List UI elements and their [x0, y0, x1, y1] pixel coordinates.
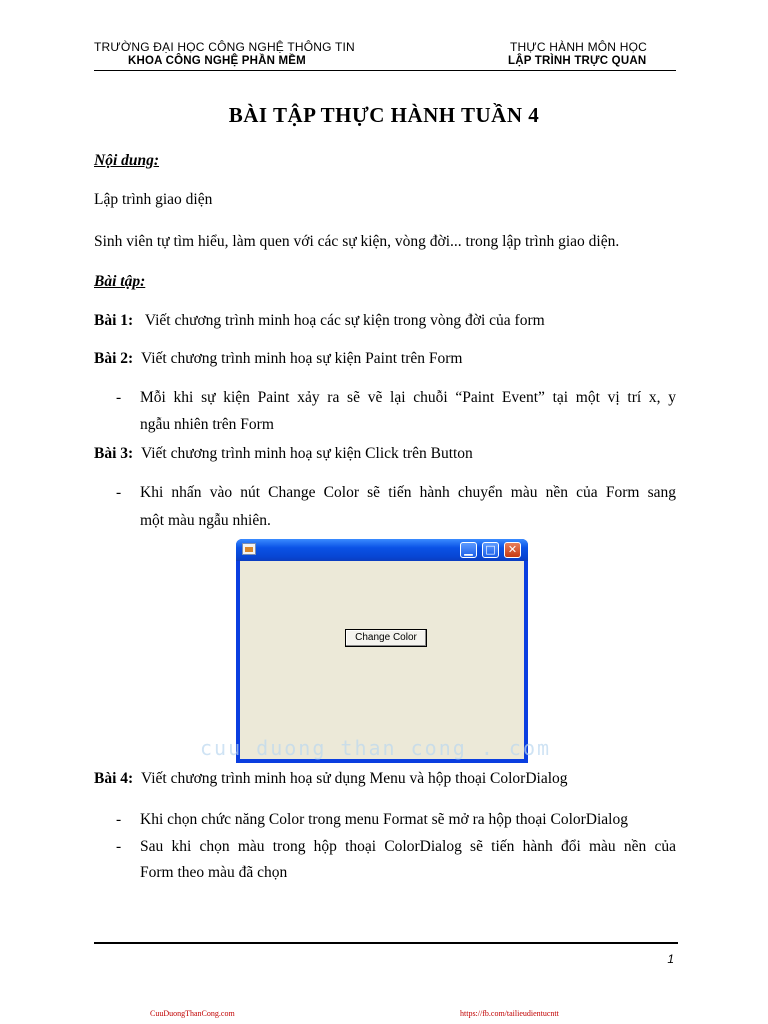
- exercise-1-text: Viết chương trình minh hoạ các sự kiện trong vòng đời của form: [144, 312, 545, 329]
- page-number: 1: [667, 952, 674, 966]
- close-button[interactable]: ✕: [504, 542, 521, 558]
- footer-fb-link[interactable]: https://fb.com/tailieudientucntt: [460, 1009, 559, 1018]
- exercise-3: [94, 445, 473, 463]
- bullet-dash: -: [116, 389, 122, 406]
- header-rule: [94, 70, 676, 71]
- exercise-3-bullet-1: Khi nhấn vào nút Change Color sẽ tiến hành chuyển màu nền của Form sang: [140, 484, 676, 501]
- exercise-4-text: Viết chương trình minh hoạ sử dụng Menu và hộp thoại ColorDialog: [140, 770, 568, 787]
- footer-rule: [94, 942, 678, 944]
- watermark: cuu duong than cong . com: [200, 736, 552, 760]
- header-school: TRƯỜNG ĐẠI HỌC CÔNG NGHỆ THÔNG TIN: [94, 40, 355, 54]
- window-titlebar: [236, 539, 528, 561]
- bullet-dash: -: [116, 838, 122, 855]
- exercise-1-label: Bài 1:: [94, 312, 134, 329]
- section-heading-content: Nội dung:: [94, 152, 160, 169]
- header-course-type: THỰC HÀNH MÔN HỌC: [510, 40, 647, 54]
- exercise-4-bullet-2-cont: Form theo màu đã chọn: [140, 864, 288, 881]
- exercise-4-label: Bài 4:: [94, 770, 134, 787]
- exercise-4-bullet-1: Khi chọn chức năng Color trong menu Format sẽ mở ra hộp thoại ColorDialog: [140, 811, 628, 828]
- exercise-4-bullet-2: Sau khi chọn màu trong hộp thoại ColorDialog sẽ tiến hành đổi màu nền của: [140, 838, 676, 855]
- exercise-2-bullet-1-cont: ngẫu nhiên trên Form: [140, 416, 274, 433]
- form-client-area: [240, 561, 524, 759]
- page-title: BÀI TẬP THỰC HÀNH TUẦN 4: [228, 103, 540, 127]
- footer-site-link[interactable]: CuuDuongThanCong.com: [150, 1009, 235, 1018]
- content-paragraph-2: Sinh viên tự tìm hiểu, làm quen với các sự kiện, vòng đời... trong lập trình giao diện.: [94, 233, 620, 250]
- bullet-dash: -: [116, 811, 122, 828]
- bullet-dash: -: [116, 484, 122, 501]
- minimize-button[interactable]: ▁: [460, 542, 477, 558]
- maximize-button[interactable]: □: [482, 542, 499, 558]
- section-heading-exercises: Bài tập:: [94, 273, 146, 290]
- form-screenshot: [236, 539, 528, 763]
- change-color-button[interactable]: Change Color: [345, 629, 427, 647]
- header-faculty: KHOA CÔNG NGHỆ PHẦN MỀM: [128, 55, 306, 67]
- content-paragraph-1: Lập trình giao diện: [94, 191, 213, 208]
- exercise-1: [94, 312, 545, 330]
- header-course-name: LẬP TRÌNH TRỰC QUAN: [508, 55, 647, 67]
- exercise-3-label: Bài 3:: [94, 445, 134, 462]
- exercise-2-label: Bài 2:: [94, 350, 134, 367]
- exercise-3-text: Viết chương trình minh hoạ sự kiện Click trên Button: [140, 445, 473, 462]
- exercise-2-bullet-1: Mỗi khi sự kiện Paint xảy ra sẽ vẽ lại chuỗi “Paint Event” tại một vị trí x, y: [140, 389, 676, 406]
- app-icon: [242, 543, 256, 555]
- exercise-2: [94, 350, 462, 368]
- exercise-3-bullet-1-cont: một màu ngẫu nhiên.: [140, 512, 271, 529]
- exercise-4: [94, 770, 568, 788]
- exercise-2-text: Viết chương trình minh hoạ sự kiện Paint trên Form: [140, 350, 463, 367]
